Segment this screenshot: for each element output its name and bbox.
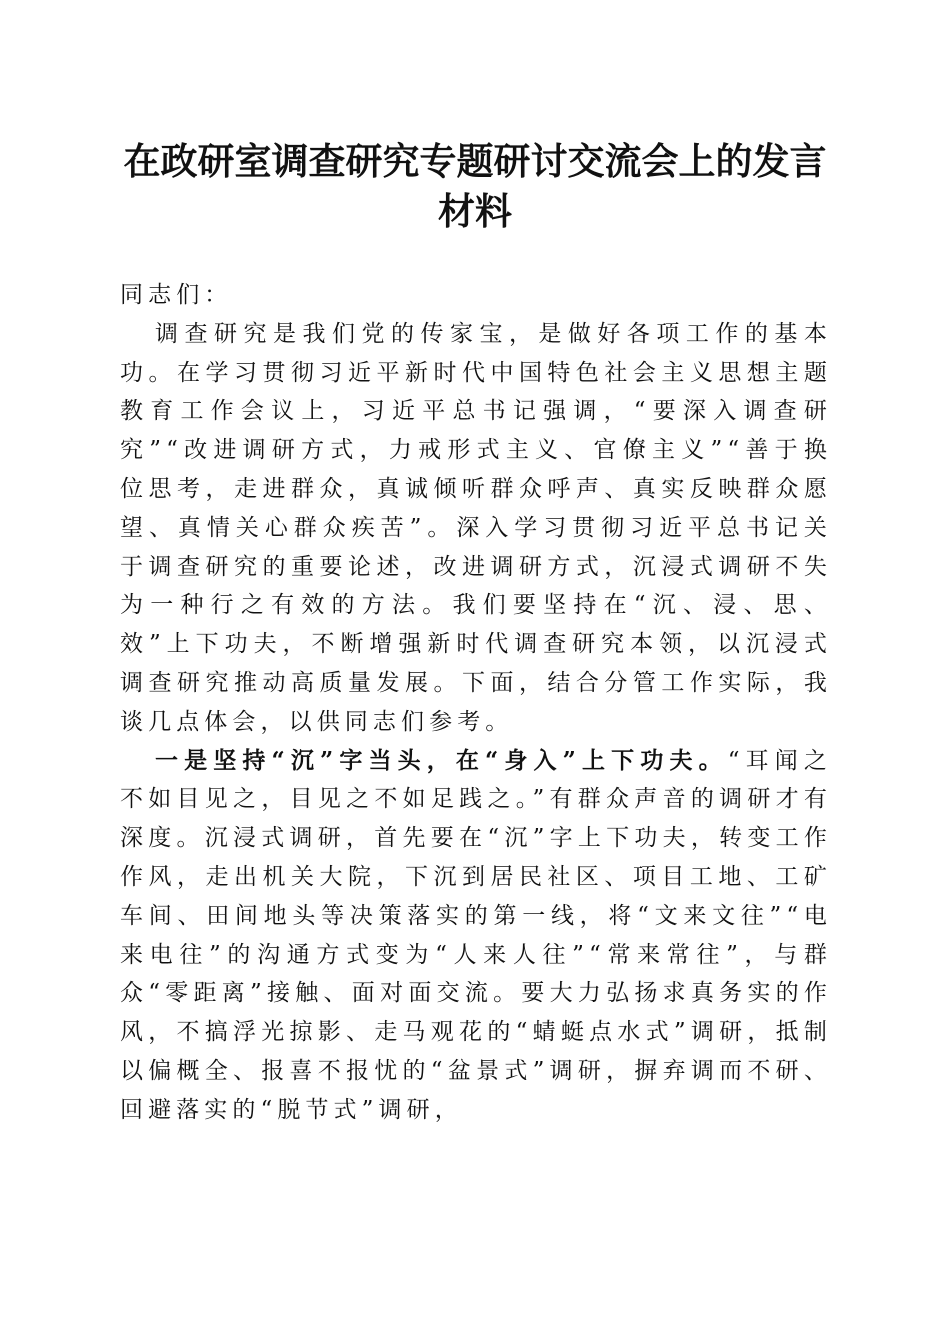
document-body: [120, 276, 832, 1130]
paragraph-intro: [120, 315, 832, 742]
paragraph-lead: 一是坚持“沉”字当头，在“身入”上下功夫。: [155, 746, 728, 774]
paragraph-text: 调查研究是我们党的传家宝，是做好各项工作的基本功。在学习贯彻习近平新时代中国特色社会主义思想主题教育工作会议上，习近平总书记强调，“要深入调查研究”“改进调研方式，力戒形式主义、官僚主义”“善于换位思考，走进群众，真诚倾听群众呼声、真实反映群众愿望、真情关心群众疾苦”。深入学习贯彻习近平总书记关于调查研究的重要论述，改进调研方式，沉浸式调研不失为一种行之有效的方法。我们要坚持在“沉、浸、思、效”上下功夫，不断增强新时代调查研究本领，以沉浸式调查研究推动高质量发展。下面，结合分管工作实际，我谈几点体会，以供同志们参考。: [120, 320, 832, 735]
paragraph-point-one: [120, 742, 832, 1130]
salutation: 同志们：: [120, 282, 233, 308]
document-title: 在政研室调查研究专题研讨交流会上的发言材料: [123, 139, 827, 233]
paragraph-text: “耳闻之不如目见之，目见之不如足践之。”有群众声音的调研才有深度。沉浸式调研，首先要在“沉”字上下功夫，转变工作作风，走出机关大院，下沉到居民社区、项目工地、工矿车间、田间地头等决策落实的第一线，将“文来文往”“电来电往”的沟通方式变为“人来人往”“常来常往”，与群众“零距离”接触、面对面交流。要大力弘扬求真务实的作风，不搞浮光掠影、走马观花的“蜻蜓点水式”调研，抵制以偏概全、报喜不报忧的“盆景式”调研，摒弃调而不研、回避落实的“脱节式”调研，: [120, 747, 832, 1123]
